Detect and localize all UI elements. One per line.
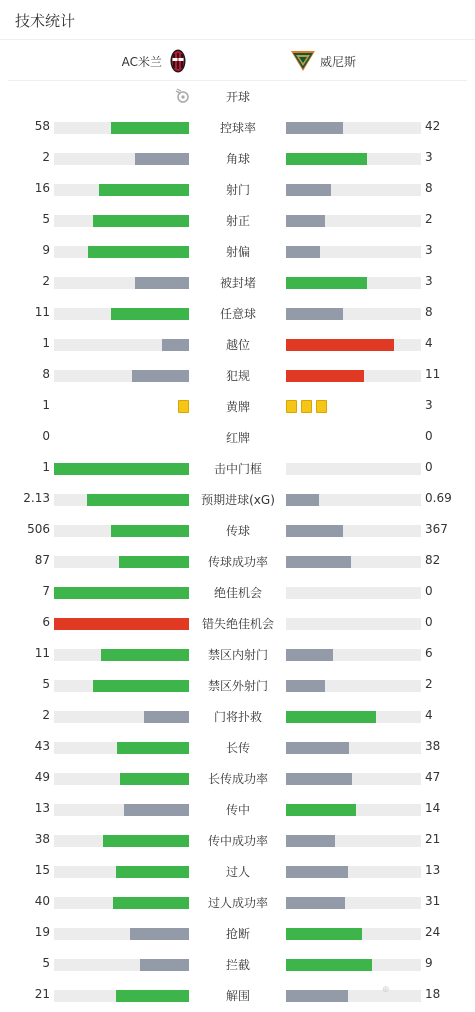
away-stat-value: 3 <box>425 274 433 288</box>
home-stat-value: 1 <box>42 336 50 350</box>
home-stat-bar <box>54 556 189 568</box>
stat-row <box>0 949 475 980</box>
stat-row <box>0 143 475 174</box>
kickoff-row <box>0 81 475 112</box>
home-stat-value: 13 <box>34 801 50 815</box>
stat-label: 预期进球(xG) <box>201 493 275 507</box>
home-stat-bar-fill <box>124 804 189 816</box>
home-stat-bar <box>54 308 189 320</box>
stat-label: 过人成功率 <box>207 896 268 910</box>
stat-label: 传球成功率 <box>207 555 268 569</box>
away-stat-bar <box>286 587 421 599</box>
stat-label: 越位 <box>225 338 250 352</box>
away-stat-bar-fill <box>286 339 394 351</box>
home-stat-value: 16 <box>34 181 50 195</box>
stat-label: 长传成功率 <box>207 772 268 786</box>
away-stat-bar-fill <box>286 866 348 878</box>
away-stat-bar <box>286 556 421 568</box>
away-stat-value: 367 <box>425 522 448 536</box>
stat-label: 过人 <box>225 865 250 879</box>
stat-row <box>0 887 475 918</box>
away-stat-bar-fill <box>286 742 349 754</box>
away-stat-value: 6 <box>425 646 433 660</box>
home-stat-bar <box>54 587 189 599</box>
away-stat-bar <box>286 835 421 847</box>
home-stat-value: 38 <box>34 832 50 846</box>
home-stat-bar <box>54 680 189 692</box>
away-stat-bar-fill <box>286 184 331 196</box>
stat-row <box>0 267 475 298</box>
away-stat-bar-fill <box>286 246 320 258</box>
stat-label: 传中 <box>225 803 250 817</box>
away-stat-value: 13 <box>425 863 441 877</box>
away-stat-value: 0 <box>425 584 433 598</box>
home-stat-value: 0 <box>42 429 50 443</box>
away-stat-value: 47 <box>425 770 441 784</box>
kickoff-ball-icon <box>174 88 190 104</box>
stat-row <box>0 546 475 577</box>
stat-label: 解围 <box>225 989 250 1003</box>
home-stat-value: 43 <box>34 739 50 753</box>
home-stat-bar <box>54 928 189 940</box>
stat-row <box>0 980 475 1011</box>
stat-label: 击中门框 <box>213 462 262 476</box>
home-stat-bar <box>54 649 189 661</box>
home-stat-bar <box>54 246 189 258</box>
away-stat-bar-fill <box>286 773 352 785</box>
away-stat-value: 3 <box>425 243 433 257</box>
away-stat-value: 0 <box>425 615 433 629</box>
away-stat-value: 0 <box>425 429 433 443</box>
away-stat-bar <box>286 773 421 785</box>
home-stat-bar <box>54 122 189 134</box>
home-stat-value: 7 <box>42 584 50 598</box>
away-stat-bar <box>286 246 421 258</box>
stat-label: 射门 <box>225 183 250 197</box>
away-stat-value: 4 <box>425 336 433 350</box>
away-stat-value: 2 <box>425 677 433 691</box>
stat-label: 传中成功率 <box>207 834 268 848</box>
home-stat-value: 2 <box>42 274 50 288</box>
home-stat-bar <box>54 773 189 785</box>
away-stat-bar <box>286 959 421 971</box>
home-stat-value: 5 <box>42 212 50 226</box>
away-stat-bar <box>286 742 421 754</box>
stat-label: 禁区内射门 <box>207 648 268 662</box>
away-team-name[interactable]: 威尼斯 <box>320 55 357 69</box>
home-cards <box>178 400 189 413</box>
stat-row <box>0 701 475 732</box>
home-stat-bar-fill <box>111 525 189 537</box>
stat-label: 红牌 <box>225 431 250 445</box>
away-stat-value: 9 <box>425 956 433 970</box>
stats-table <box>0 81 475 1011</box>
away-stat-bar <box>286 184 421 196</box>
away-stat-bar <box>286 370 421 382</box>
home-stat-value: 9 <box>42 243 50 257</box>
stat-label: 射正 <box>225 214 250 228</box>
away-stat-bar <box>286 215 421 227</box>
home-stat-value: 5 <box>42 677 50 691</box>
away-cards <box>286 400 327 413</box>
away-stat-bar-fill <box>286 990 348 1002</box>
away-stat-value: 38 <box>425 739 441 753</box>
watermark: ⊕ <box>382 985 390 995</box>
away-stat-value: 3 <box>425 398 433 412</box>
home-stat-bar-fill <box>93 680 189 692</box>
away-stat-value: 82 <box>425 553 441 567</box>
home-stat-bar-fill <box>135 153 189 165</box>
home-stat-value: 49 <box>34 770 50 784</box>
home-stat-bar-fill <box>54 463 189 475</box>
stat-row <box>0 918 475 949</box>
away-stat-value: 4 <box>425 708 433 722</box>
home-stat-value: 5 <box>42 956 50 970</box>
home-stat-bar-fill <box>103 835 189 847</box>
home-stat-bar-fill <box>120 773 189 785</box>
teams-bar <box>8 41 467 81</box>
home-stat-bar <box>54 494 189 506</box>
away-stat-bar <box>286 928 421 940</box>
stat-row <box>0 577 475 608</box>
stat-label: 禁区外射门 <box>207 679 268 693</box>
home-stat-bar <box>54 990 189 1002</box>
away-stat-bar-fill <box>286 556 351 568</box>
away-stat-value: 8 <box>425 181 433 195</box>
stat-row <box>0 856 475 887</box>
home-stat-bar-fill <box>87 494 189 506</box>
home-stat-bar-fill <box>116 990 189 1002</box>
stat-row <box>0 608 475 639</box>
home-stat-bar-fill <box>99 184 189 196</box>
home-stat-bar <box>54 835 189 847</box>
home-stat-bar <box>54 215 189 227</box>
home-stat-bar <box>54 525 189 537</box>
stat-row <box>0 174 475 205</box>
stat-row <box>0 670 475 701</box>
yellow-card-icon <box>316 400 327 413</box>
stat-label: 长传 <box>225 741 250 755</box>
away-stat-bar-fill <box>286 122 343 134</box>
venezia-logo-icon[interactable] <box>290 50 316 72</box>
home-stat-bar-fill <box>140 959 189 971</box>
stat-row <box>0 422 475 453</box>
stat-label: 传球 <box>225 524 250 538</box>
stat-row <box>0 391 475 422</box>
home-stat-bar <box>54 277 189 289</box>
stat-label: 角球 <box>225 152 250 166</box>
away-stat-bar-fill <box>286 835 335 847</box>
away-stat-value: 21 <box>425 832 441 846</box>
home-stat-bar-fill <box>88 246 189 258</box>
home-stat-value: 2 <box>42 150 50 164</box>
away-stat-bar-fill <box>286 711 376 723</box>
away-stat-bar <box>286 897 421 909</box>
stat-label: 任意球 <box>219 307 256 321</box>
home-stat-value: 11 <box>34 646 50 660</box>
home-stat-bar-fill <box>111 122 189 134</box>
away-stat-bar <box>286 339 421 351</box>
stat-row <box>0 732 475 763</box>
yellow-card-icon <box>286 400 297 413</box>
away-stat-value: 14 <box>425 801 441 815</box>
home-stat-value: 15 <box>34 863 50 877</box>
home-stat-value: 1 <box>42 398 50 412</box>
stat-label: 被封堵 <box>219 276 256 290</box>
stat-row <box>0 329 475 360</box>
stat-row <box>0 453 475 484</box>
away-stat-bar <box>286 494 421 506</box>
away-stat-bar <box>286 277 421 289</box>
away-stat-value: 24 <box>425 925 441 939</box>
away-stat-value: 42 <box>425 119 441 133</box>
away-stat-value: 8 <box>425 305 433 319</box>
stat-row <box>0 763 475 794</box>
home-stat-value: 87 <box>34 553 50 567</box>
home-stat-bar-fill <box>135 277 189 289</box>
home-stat-bar <box>54 897 189 909</box>
stat-row <box>0 360 475 391</box>
stat-label: 错失绝佳机会 <box>201 617 274 631</box>
away-stat-bar <box>286 680 421 692</box>
ac-milan-logo-icon[interactable] <box>170 49 186 73</box>
away-stat-bar-fill <box>286 680 325 692</box>
home-stat-bar-fill <box>116 866 189 878</box>
home-stat-bar-fill <box>130 928 189 940</box>
yellow-card-icon <box>178 400 189 413</box>
away-stat-value: 0 <box>425 460 433 474</box>
stat-row <box>0 112 475 143</box>
away-stat-bar-fill <box>286 277 367 289</box>
stat-label: 控球率 <box>219 121 256 135</box>
home-stat-bar <box>54 184 189 196</box>
home-stat-bar <box>54 959 189 971</box>
home-stat-bar <box>54 866 189 878</box>
away-stat-bar <box>286 525 421 537</box>
stat-row <box>0 205 475 236</box>
stat-row <box>0 484 475 515</box>
away-stat-bar <box>286 866 421 878</box>
away-stat-bar <box>286 122 421 134</box>
away-stat-bar-fill <box>286 928 362 940</box>
home-stat-value: 1 <box>42 460 50 474</box>
away-stat-bar-fill <box>286 649 333 661</box>
home-stat-bar <box>54 463 189 475</box>
stat-label: 绝佳机会 <box>213 586 262 600</box>
away-stat-bar <box>286 463 421 475</box>
home-stat-bar-fill <box>117 742 189 754</box>
home-stat-bar <box>54 370 189 382</box>
away-stat-bar <box>286 618 421 630</box>
home-stat-value: 21 <box>34 987 50 1001</box>
away-stat-bar-fill <box>286 370 364 382</box>
away-stat-value: 2 <box>425 212 433 226</box>
stat-row <box>0 794 475 825</box>
away-stat-bar <box>286 649 421 661</box>
home-stat-bar <box>54 804 189 816</box>
page-title: 技术统计 <box>15 12 76 30</box>
away-stat-value: 0.69 <box>425 491 452 505</box>
home-stat-bar <box>54 711 189 723</box>
home-stat-value: 2.13 <box>23 491 50 505</box>
away-stat-bar <box>286 153 421 165</box>
stat-label: 射偏 <box>225 245 250 259</box>
home-team-name[interactable]: AC米兰 <box>121 55 162 69</box>
stat-row <box>0 515 475 546</box>
home-stat-bar-fill <box>54 587 189 599</box>
home-stat-bar <box>54 618 189 630</box>
header <box>0 0 475 40</box>
home-stat-bar-fill <box>119 556 189 568</box>
stat-label: 门将扑救 <box>213 710 262 724</box>
stat-label: 黄牌 <box>225 400 250 414</box>
stat-row <box>0 639 475 670</box>
stat-label: 拦截 <box>225 958 250 972</box>
away-stat-bar-fill <box>286 959 372 971</box>
home-stat-value: 6 <box>42 615 50 629</box>
home-stat-bar-fill <box>101 649 189 661</box>
home-stat-value: 19 <box>34 925 50 939</box>
home-stat-bar <box>54 153 189 165</box>
away-stat-bar <box>286 804 421 816</box>
away-stat-bar <box>286 711 421 723</box>
stat-row <box>0 236 475 267</box>
home-stat-bar-fill <box>132 370 189 382</box>
home-stat-value: 2 <box>42 708 50 722</box>
away-stat-value: 11 <box>425 367 441 381</box>
away-stat-bar-fill <box>286 308 343 320</box>
home-stat-bar-fill <box>162 339 189 351</box>
home-stat-value: 58 <box>34 119 50 133</box>
home-stat-bar <box>54 339 189 351</box>
home-stat-bar-fill <box>54 618 189 630</box>
home-stat-bar-fill <box>113 897 189 909</box>
home-stat-value: 506 <box>27 522 50 536</box>
yellow-card-icon <box>301 400 312 413</box>
stat-row <box>0 298 475 329</box>
home-stat-value: 40 <box>34 894 50 908</box>
away-stat-bar-fill <box>286 494 319 506</box>
stat-label: 犯规 <box>225 369 250 383</box>
home-stat-bar-fill <box>111 308 189 320</box>
stat-label: 开球 <box>225 90 250 104</box>
away-stat-bar <box>286 308 421 320</box>
home-stat-bar-fill <box>144 711 189 723</box>
away-stat-bar-fill <box>286 215 325 227</box>
away-stat-bar-fill <box>286 897 345 909</box>
home-stat-value: 8 <box>42 367 50 381</box>
away-stat-bar <box>286 990 421 1002</box>
home-stat-bar <box>54 742 189 754</box>
away-stat-bar-fill <box>286 153 367 165</box>
stat-row <box>0 825 475 856</box>
away-stat-value: 18 <box>425 987 441 1001</box>
stat-label: 抢断 <box>225 927 250 941</box>
away-stat-value: 31 <box>425 894 441 908</box>
home-stat-bar-fill <box>93 215 189 227</box>
away-stat-value: 3 <box>425 150 433 164</box>
away-stat-bar-fill <box>286 525 343 537</box>
home-stat-value: 11 <box>34 305 50 319</box>
away-stat-bar-fill <box>286 804 356 816</box>
